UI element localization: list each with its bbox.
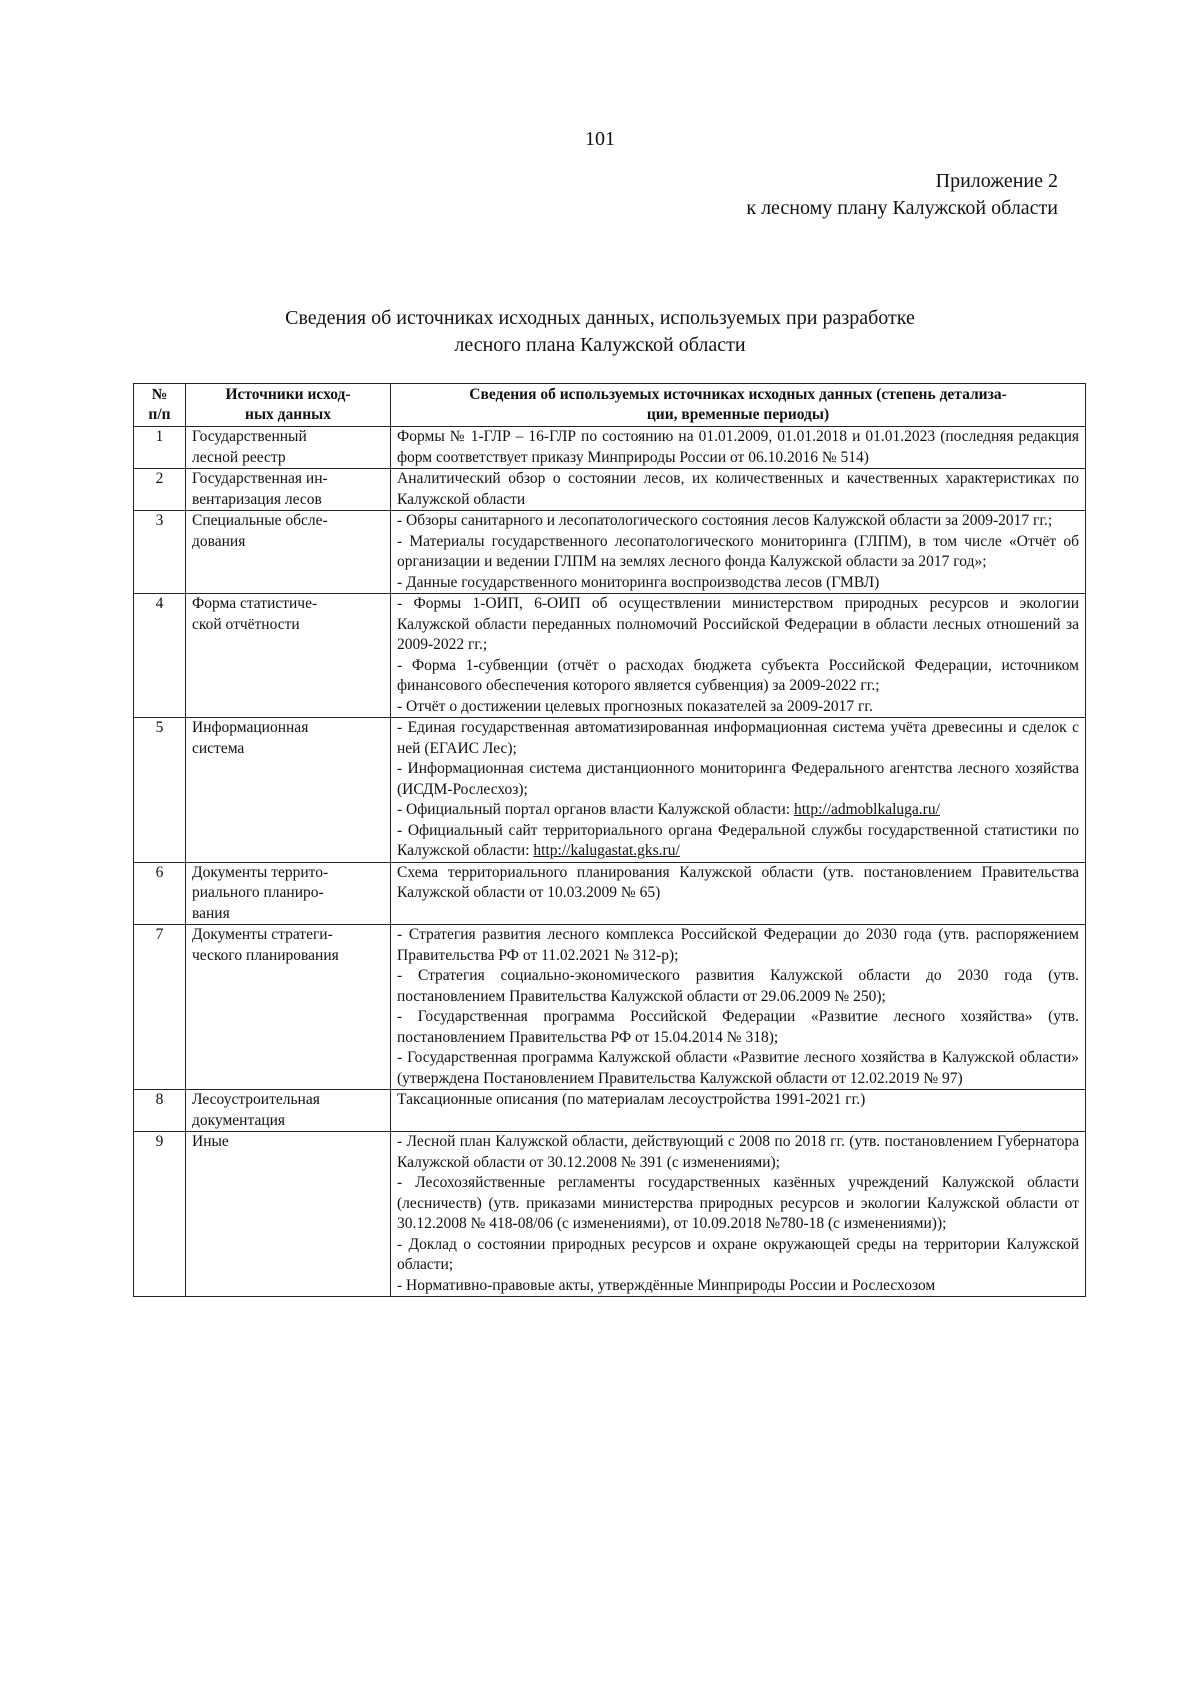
source-details: - Лесной план Калужской области, действующий с 2008 по 2018 гг. (утв. постановлением Губернатора Калужской области от 30.12.2008 № 391 (с изменениями); - Лесохозяйственные регламенты государственных казённых учреждений Калужской области (лесничеств) (утв. приказами министерства природных ресурсов и экологии Калужской области от 30.12.2008 № 418-08/06 (с изменениями), от 10.09.2018 №780-18 (с изменениями)); - Доклад о состоянии природных ресурсов и охране окружающей среды на территории Калужской области; - Нормативно-правовые акты, утверждённые Минприроды России и Рослесхозом — [391, 1132, 1086, 1297]
source-name: Документы стратеги- ческого планирования — [186, 925, 391, 1090]
document-title-line-2: лесного плана Калужской области — [454, 334, 746, 356]
row-number: 2 — [134, 469, 186, 511]
source-name: Государственная ин- вентаризация лесов — [186, 469, 391, 511]
source-details: Формы № 1-ГЛР – 16-ГЛР по состоянию на 01.01.2009, 01.01.2018 и 01.01.2023 (последняя редакция форм соответствует приказу Минприроды России от 06.10.2016 № 514) — [391, 427, 1086, 469]
row-number: 7 — [134, 925, 186, 1090]
table-row — [134, 511, 1086, 594]
table-header-row — [134, 384, 1086, 427]
page-number: 101 — [585, 128, 615, 150]
source-name: Лесоустроительная документация — [186, 1090, 391, 1132]
table-row — [134, 469, 1086, 511]
table-row — [134, 718, 1086, 863]
table-row — [134, 862, 1086, 925]
source-details: Аналитический обзор о состоянии лесов, их количественных и качественных характеристиках по Калужской области — [391, 469, 1086, 511]
kalugastat-link[interactable]: http://kalugastat.gks.ru/ — [533, 842, 680, 859]
table-row — [134, 925, 1086, 1090]
source-name: Иные — [186, 1132, 391, 1297]
source-details: Схема территориального планирования Калужской области (утв. постановлением Правительства Калужской области от 10.03.2009 № 65) — [391, 862, 1086, 925]
row-number: 6 — [134, 862, 186, 925]
sources-table — [133, 383, 1086, 1297]
row-number: 9 — [134, 1132, 186, 1297]
table-row — [134, 594, 1086, 718]
document-title-line-1: Сведения об источниках исходных данных, используемых при разработке — [285, 307, 915, 329]
source-name: Государственный лесной реестр — [186, 427, 391, 469]
appendix-line-2: к лесному плану Калужской области — [746, 197, 1058, 219]
source-details: - Стратегия развития лесного комплекса Российской Федерации до 2030 года (утв. распоряжением Правительства РФ от 11.02.2021 № 312-р); - Стратегия социально-экономического развития Калужской области до 2030 года (утв. постановлением Правительства Калужской области от 29.06.2009 № 250); - Государственная программа Российской Федерации «Развитие лесного хозяйства» (утв. постановлением Правительства РФ от 15.04.2014 № 318); - Государственная программа Калужской области «Развитие лесного хозяйства в Калужской области» (утверждена Постановлением Правительства Калужской области от 12.02.2019 № 97) — [391, 925, 1086, 1090]
row-number: 4 — [134, 594, 186, 718]
appendix-caption — [746, 168, 1058, 222]
source-details: - Обзоры санитарного и лесопатологического состояния лесов Калужской области за 2009-2017 гг.; - Материалы государственного лесопатологического мониторинга (ГЛПМ), в том числе «Отчёт об организации и ведении ГЛПМ на землях лесного фонда Калужской области за 2017 год»; - Данные государственного мониторинга воспроизводства лесов (ГМВЛ) — [391, 511, 1086, 594]
row-number: 3 — [134, 511, 186, 594]
row-number: 8 — [134, 1090, 186, 1132]
source-details: - Единая государственная автоматизированная информационная система учёта древесины и сделок с ней (ЕГАИС Лес); - Информационная система дистанционного мониторинга Федерального агентства лесного хозяйства (ИСДМ-Рослесхоз); - Официальный портал органов власти Калужской области: http://admoblkaluga.ru/ - Официальный сайт территориального органа Федеральной службы государственной статистики по Калужской области: http://kalugastat.gks.ru/ — [391, 718, 1086, 863]
row-number: 5 — [134, 718, 186, 863]
row-number: 1 — [134, 427, 186, 469]
source-details: Таксационные описания (по материалам лесоустройства 1991-2021 гг.) — [391, 1090, 1086, 1132]
appendix-line-1: Приложение 2 — [935, 170, 1058, 192]
table-row — [134, 427, 1086, 469]
admoblkaluga-link[interactable]: http://admoblkaluga.ru/ — [793, 801, 940, 818]
source-name: Документы террито- риального планиро- вания — [186, 862, 391, 925]
table-row — [134, 1090, 1086, 1132]
header-num: № п/п — [134, 384, 186, 427]
header-info: Сведения об используемых источниках исходных данных (степень детализа- ции, временные периоды) — [391, 384, 1086, 427]
source-details: - Формы 1-ОИП, 6-ОИП об осуществлении министерством природных ресурсов и экологии Калужской области переданных полномочий Российской Федерации в области лесных отношений за 2009-2022 гг.; - Форма 1-субвенции (отчёт о расходах бюджета субъекта Российской Федерации, источником финансового обеспечения которого является субвенция) за 2009-2022 гг.; - Отчёт о достижении целевых прогнозных показателей за 2009-2017 гг. — [391, 594, 1086, 718]
source-name: Информационная система — [186, 718, 391, 863]
table-row — [134, 1132, 1086, 1297]
source-name: Форма статистиче- ской отчётности — [186, 594, 391, 718]
source-name: Специальные обсле- дования — [186, 511, 391, 594]
header-source: Источники исход- ных данных — [186, 384, 391, 427]
document-title — [0, 305, 1200, 359]
